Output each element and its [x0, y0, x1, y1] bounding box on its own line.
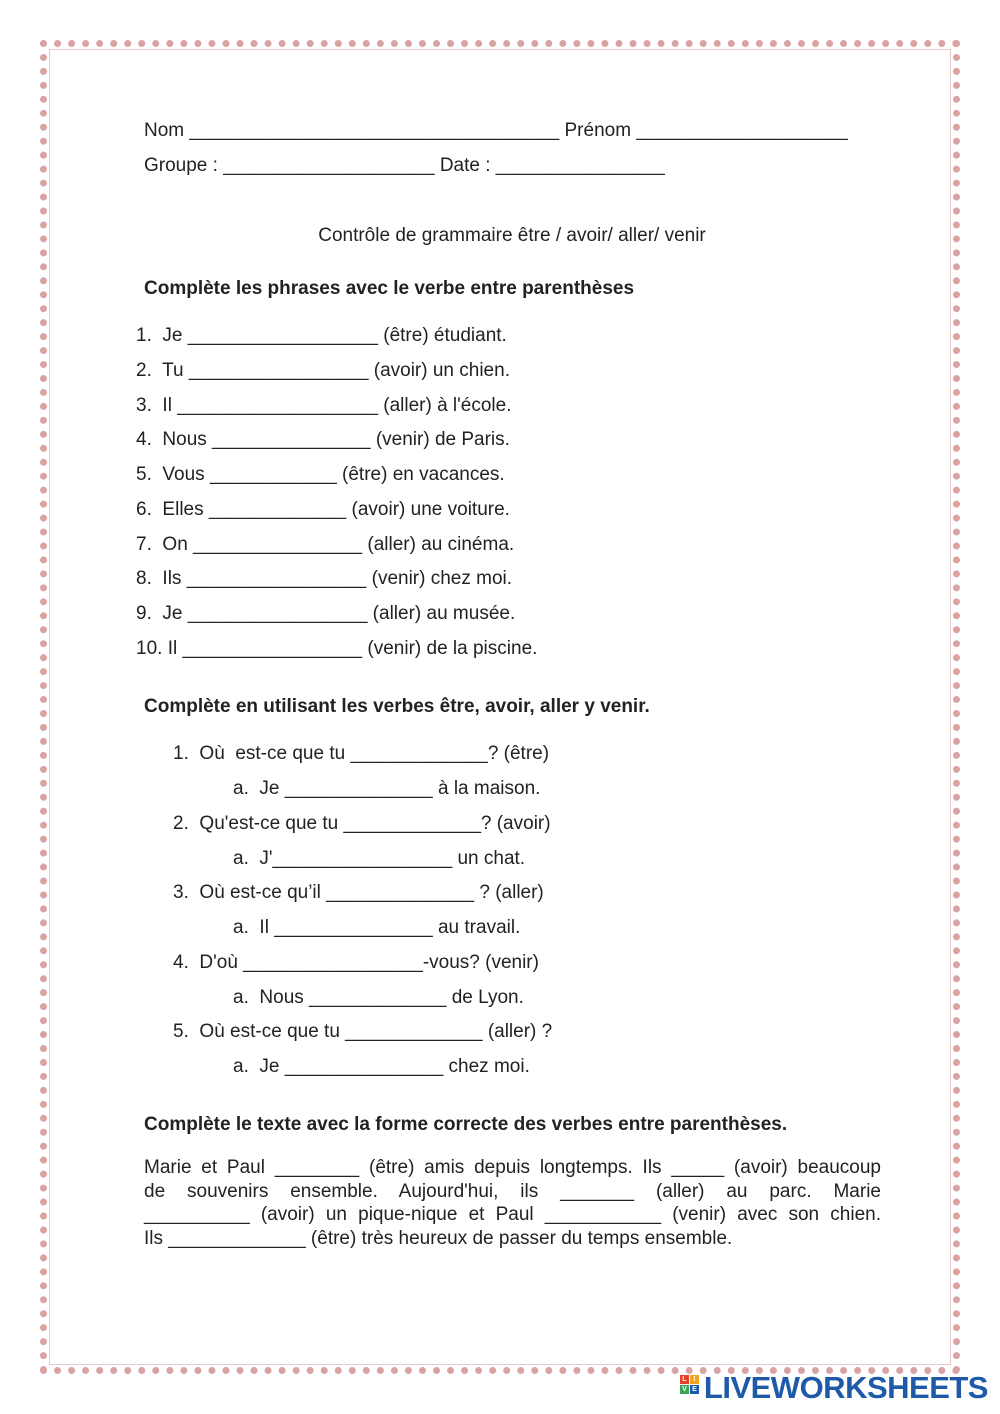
sub-letter: a. [233, 778, 249, 799]
section3-heading: Complète le texte avec la forme correcte des verbes entre parenthèses. [144, 1114, 788, 1135]
item-text: Ils _________________ (venir) chez moi. [162, 568, 513, 589]
section3-paragraph [144, 1156, 881, 1250]
item-number: 3. [136, 395, 152, 416]
question-item [173, 743, 549, 765]
logo-mark-letter: V [680, 1385, 689, 1394]
answer-item [233, 848, 525, 870]
list-item [136, 464, 505, 486]
logo-mark-letter: I [690, 1375, 699, 1384]
item-text: Tu _________________ (avoir) un chien. [162, 360, 510, 381]
list-item [136, 360, 510, 382]
item-number: 9. [136, 603, 152, 624]
item-number: 7. [136, 534, 152, 555]
item-number: 5. [136, 464, 152, 485]
item-text: Je _________________ (aller) au musée. [162, 603, 516, 624]
liveworksheets-logo [680, 1370, 988, 1406]
list-item [136, 429, 510, 451]
sub-letter: a. [233, 987, 249, 1008]
list-item [136, 568, 512, 590]
question-item [173, 952, 539, 974]
answer-item [233, 1056, 530, 1078]
answer-text: J'_________________ un chat. [259, 848, 526, 869]
logo-mark-letter: L [680, 1375, 689, 1384]
sub-letter: a. [233, 1056, 249, 1077]
question-text: Où est-ce que tu _____________ (aller) ? [199, 1021, 553, 1042]
item-text: Il ___________________ (aller) à l'école. [162, 395, 512, 416]
list-item [136, 499, 510, 521]
list-item [136, 534, 514, 556]
item-text: Elles _____________ (avoir) une voiture. [162, 499, 510, 520]
list-item [136, 603, 515, 625]
paragraph-line: Marie et Paul ________ (être) amis depuis longtemps. Ils _____ (avoir) beaucoup [144, 1157, 881, 1178]
answer-text: Je _______________ chez moi. [259, 1056, 530, 1077]
section2-heading: Complète en utilisant les verbes être, avoir, aller y venir. [144, 696, 650, 717]
question-text: Qu'est-ce que tu _____________? (avoir) [199, 813, 551, 834]
item-text: Il _________________ (venir) de la piscine. [167, 638, 538, 659]
logo-mark-icon [680, 1373, 700, 1403]
item-number: 1. [173, 743, 189, 764]
question-item [173, 882, 544, 904]
paragraph-line: de souvenirs ensemble. Aujourd'hui, ils _______ (aller) au parc. Marie [144, 1180, 881, 1202]
item-text: Vous ____________ (être) en vacances. [162, 464, 505, 485]
paragraph-line: __________ (avoir) un pique-nique et Paul ___________ (venir) avec son chien. [144, 1204, 881, 1225]
item-number: 5. [173, 1021, 189, 1042]
item-number: 4. [136, 429, 152, 450]
item-number: 2. [136, 360, 152, 381]
answer-item [233, 778, 540, 800]
item-number: 2. [173, 813, 189, 834]
item-text: Nous _______________ (venir) de Paris. [162, 429, 510, 450]
sub-letter: a. [233, 848, 249, 869]
list-item [136, 325, 507, 347]
logo-text: LIVEWORKSHEETS [703, 1370, 988, 1405]
paragraph-line: Ils _____________ (être) très heureux de passer du temps ensemble. [144, 1227, 733, 1249]
item-text: On ________________ (aller) au cinéma. [162, 534, 515, 555]
question-item [173, 1021, 552, 1043]
question-text: D'où _________________-vous? (venir) [199, 952, 539, 973]
sub-letter: a. [233, 917, 249, 938]
answer-text: Il _______________ au travail. [259, 917, 521, 938]
answer-text: Je ______________ à la maison. [259, 778, 541, 799]
item-number: 8. [136, 568, 152, 589]
answer-item [233, 917, 520, 939]
section1-heading: Complète les phrases avec le verbe entre parenthèses [144, 278, 635, 299]
item-number: 3. [173, 882, 189, 903]
list-item [136, 395, 511, 417]
question-text: Où est-ce que tu _____________? (être) [199, 743, 550, 764]
list-item [136, 638, 537, 660]
item-text: Je __________________ (être) étudiant. [162, 325, 507, 346]
group-date-line: Groupe : ____________________ Date : ________________ [144, 155, 665, 176]
item-number: 6. [136, 499, 152, 520]
item-number: 4. [173, 952, 189, 973]
question-item [173, 813, 551, 835]
item-number: 10. [136, 638, 163, 659]
name-line: Nom ___________________________________ Prénom ____________________ [144, 120, 848, 141]
logo-mark-letter: E [690, 1385, 699, 1394]
item-number: 1. [136, 325, 152, 346]
answer-item [233, 987, 524, 1009]
question-text: Où est-ce qu’il ______________ ? (aller) [199, 882, 544, 903]
answer-text: Nous _____________ de Lyon. [259, 987, 524, 1008]
page-title: Contrôle de grammaire être / avoir/ aller/ venir [318, 225, 706, 246]
